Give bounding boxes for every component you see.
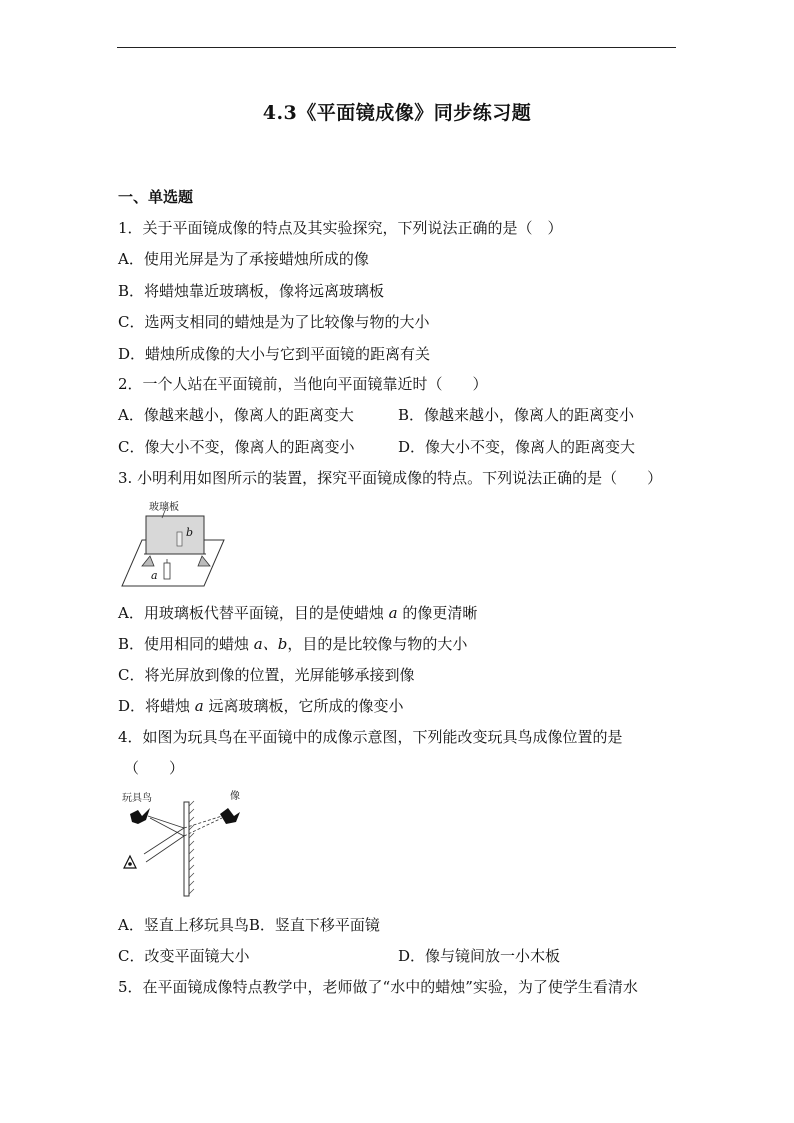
q2-option-b: B．像越来越小，像离人的距离变小 (398, 406, 635, 424)
q3-option-a (118, 602, 477, 623)
q2-stem: 2．一个人站在平面镜前，当他向平面镜靠近时（ ） (118, 375, 488, 393)
q2-option-c: C．像大小不变，像离人的距离变小 (118, 438, 355, 456)
q4-option-ab: A．竖直上移玩具鸟B．竖直下移平面镜 (118, 916, 380, 934)
q3-stem: 3. 小明利用如图所示的装置，探究平面镜成像的特点。下列说法正确的是（ ） (118, 469, 663, 487)
q4-figure-label-image: 像 (230, 791, 240, 802)
q3-option-d-text: D．将蜡烛 (118, 697, 195, 715)
q2-option-d: D．像大小不变，像离人的距离变大 (398, 438, 636, 456)
q1-option-b: B．将蜡烛靠近玻璃板，像将远离玻璃板 (118, 282, 385, 300)
q3-option-b (118, 633, 467, 654)
q1-stem: 1．关于平面镜成像的特点及其实验探究，下列说法正确的是（ ） (118, 219, 563, 237)
q3-figure-label-glass: 玻璃板 (149, 502, 179, 513)
q3-option-d (118, 695, 404, 716)
q3-option-a-text: A．用玻璃板代替平面镜，目的是使蜡烛 (118, 604, 389, 622)
q4-option-c: C．改变平面镜大小 (118, 947, 250, 965)
section-heading: 一、单选题 (118, 188, 194, 206)
header-rule (117, 47, 676, 48)
q1-option-c: C．选两支相同的蜡烛是为了比较像与物的大小 (118, 313, 430, 331)
q1-option-a: A．使用光屏是为了承接蜡烛所成的像 (118, 250, 369, 268)
q3-option-b-text: B．使用相同的蜡烛 (118, 635, 254, 653)
q5-stem: 5．在平面镜成像特点教学中，老师做了“水中的蜡烛”实验，为了使学生看清水 (118, 978, 638, 996)
q3-option-a-var: a (388, 604, 398, 622)
q3-option-b-text-end: ，目的是比较像与物的大小 (287, 635, 468, 653)
q3-option-d-text-end: 远离玻璃板，它所成的像变小 (203, 697, 404, 715)
q3-option-c: C．将光屏放到像的位置，光屏能够承接到像 (118, 666, 415, 684)
q4-figure-label-bird: 玩具鸟 (122, 793, 152, 804)
q3-figure-label-b: b (186, 526, 194, 539)
q3-option-a-text-end: 的像更清晰 (397, 604, 478, 622)
q3-option-b-var: a、b (253, 635, 288, 653)
q3-option-d-var: a (194, 697, 204, 715)
page-title: 4.3《平面镜成像》同步练习题 (262, 102, 532, 124)
q4-stem-paren: （ ） (124, 759, 185, 777)
q4-option-d: D．像与镜间放一小木板 (398, 947, 561, 965)
q2-option-a: A．像越来越小，像离人的距离变大 (118, 406, 354, 424)
q4-stem: 4．如图为玩具鸟在平面镜中的成像示意图，下列能改变玩具鸟成像位置的是 (118, 728, 623, 746)
q3-figure-label-a: a (151, 569, 158, 582)
q1-option-d: D．蜡烛所成像的大小与它到平面镜的距离有关 (118, 345, 431, 363)
